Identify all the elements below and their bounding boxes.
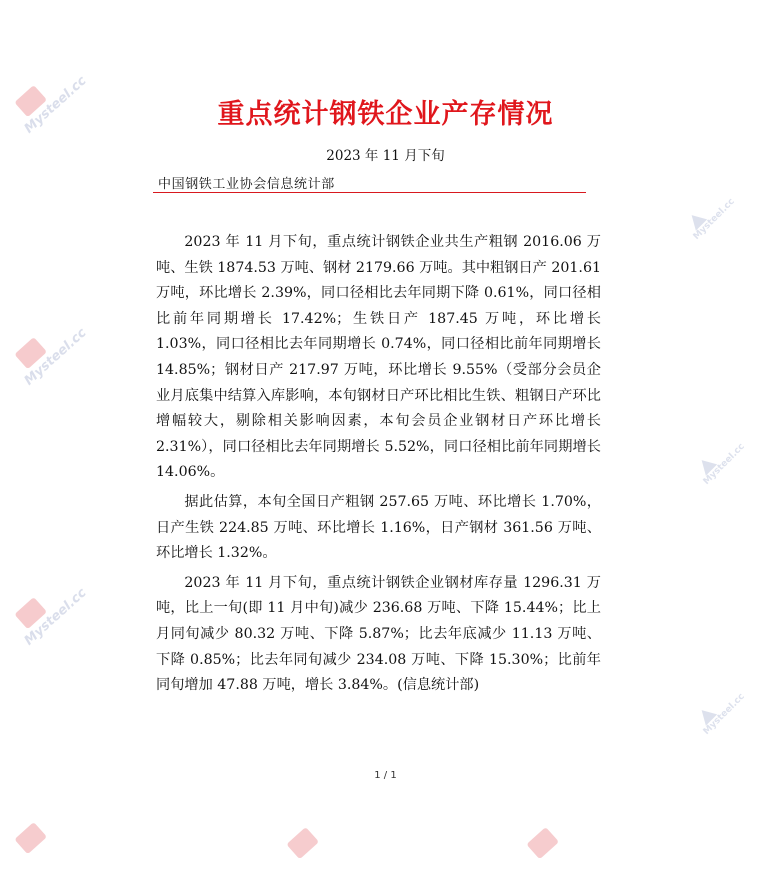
watermark-logo: Mysteel.cc <box>682 197 739 254</box>
paragraph-production: 2023 年 11 月下旬，重点统计钢铁企业共生产粗钢 2016.06 万吨、生铁 1874.53 万吨、钢材 2179.66 万吨。其中粗钢日产 201.61 万吨，环比增长 2.39%，同口径相比去年同期下降 0.61%，同口径相比前年同期增长 17.42%；生铁日产 187.45 万吨，环比增长 1.03%，同口径相比去年同期增长 0.74%，同口径相比前年同期增长 14.85%；钢材日产 217.97 万吨，环比增长 9.55%（受部分会员企业月底集中结算入库影响，本旬钢材日产环比相比生铁、粗钢日产环比增幅较大，剔除相关影响因素，本旬会员企业钢材日产环比增长 2.31%），同口径相比去年同期增长 5.52%，同口径相比前年同期增长 14.06%。 <box>156 234 601 481</box>
header-divider <box>153 192 586 193</box>
paragraph-inventory: 2023 年 11 月下旬，重点统计钢铁企业钢材库存量 1296.31 万吨，比上一旬(即 11 月中旬)减少 236.68 万吨、下降 15.44%；比上月同旬减少 80.32 万吨、下降 5.87%；比去年底减少 11.13 万吨、下降 0.85%；比去年同旬减少 234.08 万吨、下降 15.30%；比前年同旬增加 47.88 万吨，增长 3.84%。(信息统计部) <box>156 574 601 694</box>
document-title: 重点统计钢铁企业产存情况 <box>217 99 554 130</box>
watermark-logo <box>7 799 99 890</box>
page-indicator: 1 / 1 <box>374 770 397 781</box>
watermark-logo: Mysteel.cc <box>692 692 749 749</box>
watermark-logo <box>519 804 611 895</box>
watermark-logo: Mysteel.cc <box>692 442 749 499</box>
document-body <box>156 230 601 703</box>
issuing-department: 中国钢铁工业协会信息统计部 <box>158 177 335 192</box>
watermark-logo: Mysteel.cc <box>7 574 99 665</box>
paragraph-estimate: 据此估算，本旬全国日产粗钢 257.65 万吨、环比增长 1.70%，日产生铁 224.85 万吨、环比增长 1.16%，日产钢材 361.56 万吨、环比增长 1.32%。 <box>156 493 601 562</box>
watermark-logo: Mysteel.cc <box>7 62 99 153</box>
watermark-logo: Mysteel.cc <box>7 314 99 405</box>
document-date: 2023 年 11 月下旬 <box>326 148 445 164</box>
watermark-logo <box>279 804 371 895</box>
